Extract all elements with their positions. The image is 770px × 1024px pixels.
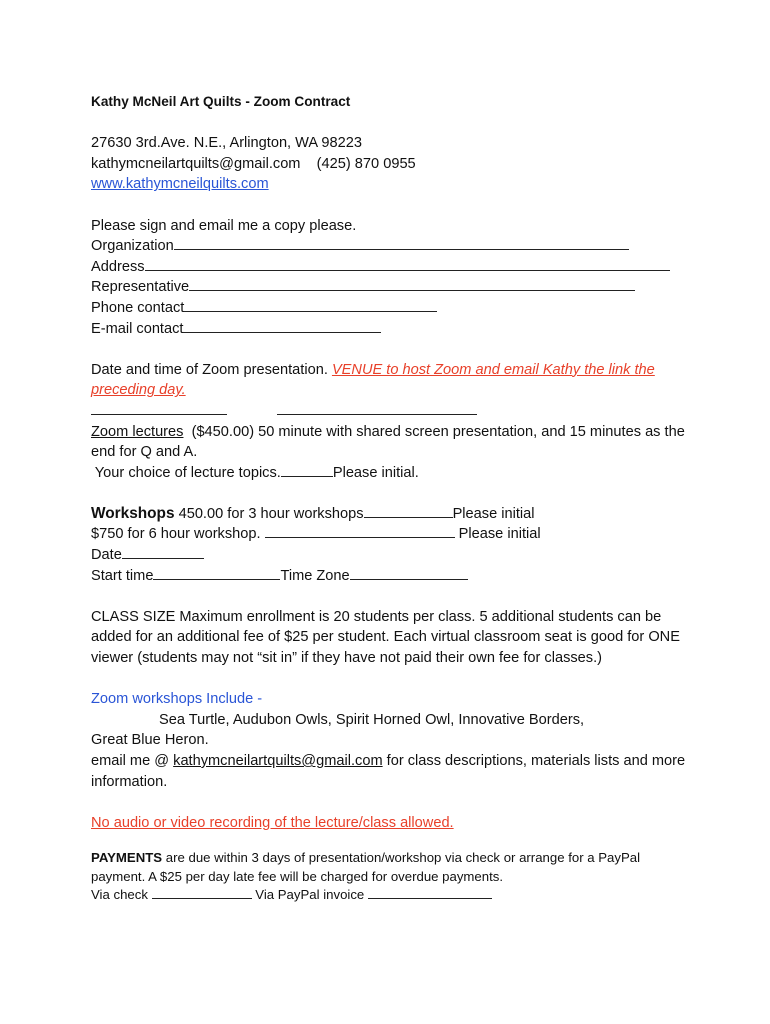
venue-note: VENUE to host Zoom and email Kathy the link the preceding day. <box>91 361 655 399</box>
contact-email-link[interactable]: kathymcneilartquilts@gmail.com <box>173 753 383 769</box>
payment-method <box>91 886 691 904</box>
time-zone-label: Time Zone <box>280 567 350 584</box>
zoom-workshops-heading: Zoom workshops Include - <box>91 691 263 708</box>
class-size-paragraph: CLASS SIZE Maximum enrollment is 20 students per class. 5 additional students can be added for an additional fee of $25 per student. Each virtual classroom seat is good for ONE viewer (students may not “sit in” if they have not paid their own fee for classes.) <box>91 608 680 667</box>
time-zone-blank[interactable] <box>350 566 468 580</box>
email-info-suffix: for class descriptions, materials lists and more information. <box>91 753 686 790</box>
sign-request: Please sign and email me a copy please. <box>91 217 357 234</box>
email-info <box>91 751 691 792</box>
workshop-list-line2: Great Blue Heron. <box>91 732 209 749</box>
start-time-blank[interactable] <box>153 566 280 580</box>
address-line: 27630 3rd.Ave. N.E., Arlington, WA 98223 <box>91 135 362 152</box>
payments-text: are due within 3 days of presentation/workshop via check or arrange for a PayPal payment. A $25 per day late fee will be charged for overdue payments. <box>91 850 641 884</box>
email-info-prefix: email me @ <box>91 753 174 769</box>
workshop-list-line1: Sea Turtle, Audubon Owls, Spirit Horned Owl, Innovative Borders, <box>159 711 585 728</box>
workshop-date-label: Date <box>91 547 122 564</box>
presentation-date-blanks <box>91 401 691 422</box>
representative-field <box>91 277 691 298</box>
payments-paragraph <box>91 849 691 885</box>
workshop-date-field <box>91 545 691 566</box>
address-field <box>91 257 691 278</box>
no-recording-notice: No audio or video recording of the lecture/class allowed. <box>91 814 454 831</box>
document-title: Kathy McNeil Art Quilts - Zoom Contract <box>91 94 351 109</box>
workshop-date-blank[interactable] <box>122 545 204 559</box>
workshops-6hour <box>91 524 691 545</box>
email-blank[interactable] <box>183 319 381 333</box>
workshops-3hour-text: 450.00 for 3 hour workshops <box>174 505 364 522</box>
phone-label: Phone contact <box>91 299 185 316</box>
zoom-lectures-label: Zoom lectures <box>91 423 184 440</box>
start-time-label: Start time <box>91 567 154 584</box>
workshop-time-field <box>91 566 691 587</box>
contract-page <box>91 92 691 904</box>
time-blank[interactable] <box>277 401 477 415</box>
address-label: Address <box>91 258 145 275</box>
organization-field <box>91 236 691 257</box>
lecture-initial-blank[interactable] <box>281 463 333 477</box>
workshops-label: Workshops <box>91 504 175 522</box>
zoom-lectures <box>91 422 691 463</box>
address-blank[interactable] <box>145 257 670 271</box>
email-label: E-mail contact <box>91 320 184 337</box>
lecture-topics <box>91 463 691 484</box>
presentation-date <box>91 360 691 401</box>
representative-blank[interactable] <box>189 277 635 291</box>
representative-label: Representative <box>91 279 190 296</box>
email-phone-line <box>91 154 691 175</box>
email-phone-text: kathymcneilartquilts@gmail.com (425) 870 0955 <box>91 155 416 172</box>
phone-blank[interactable] <box>184 298 437 312</box>
via-paypal-label: Via PayPal invoice <box>251 886 368 902</box>
phone-field <box>91 298 691 319</box>
via-paypal-blank[interactable] <box>368 886 492 899</box>
organization-label: Organization <box>91 238 174 255</box>
website-link[interactable]: www.kathymcneilquilts.com <box>91 176 269 193</box>
date-blank[interactable] <box>91 401 227 415</box>
zoom-lectures-text: ($450.00) 50 minute with shared screen presentation, and 15 minutes as the end for Q and A. <box>91 423 689 461</box>
workshop-6hour-blank[interactable] <box>265 524 455 538</box>
presentation-date-label: Date and time of Zoom presentation. <box>91 361 332 378</box>
via-check-label: Via check <box>91 886 152 902</box>
via-check-blank[interactable] <box>152 886 252 899</box>
workshop-3hour-blank[interactable] <box>364 504 453 518</box>
lecture-initial-label: Please initial. <box>332 464 419 481</box>
workshops-6hour-text: $750 for 6 hour workshop. <box>91 526 265 543</box>
organization-blank[interactable] <box>174 236 629 250</box>
email-field <box>91 319 691 340</box>
workshops-3hour <box>91 504 691 525</box>
lecture-topics-label: Your choice of lecture topics. <box>91 464 281 481</box>
workshop-6hour-initial: Please initial <box>454 526 541 543</box>
workshop-3hour-initial: Please initial <box>452 505 535 522</box>
payments-label: PAYMENTS <box>91 850 163 866</box>
